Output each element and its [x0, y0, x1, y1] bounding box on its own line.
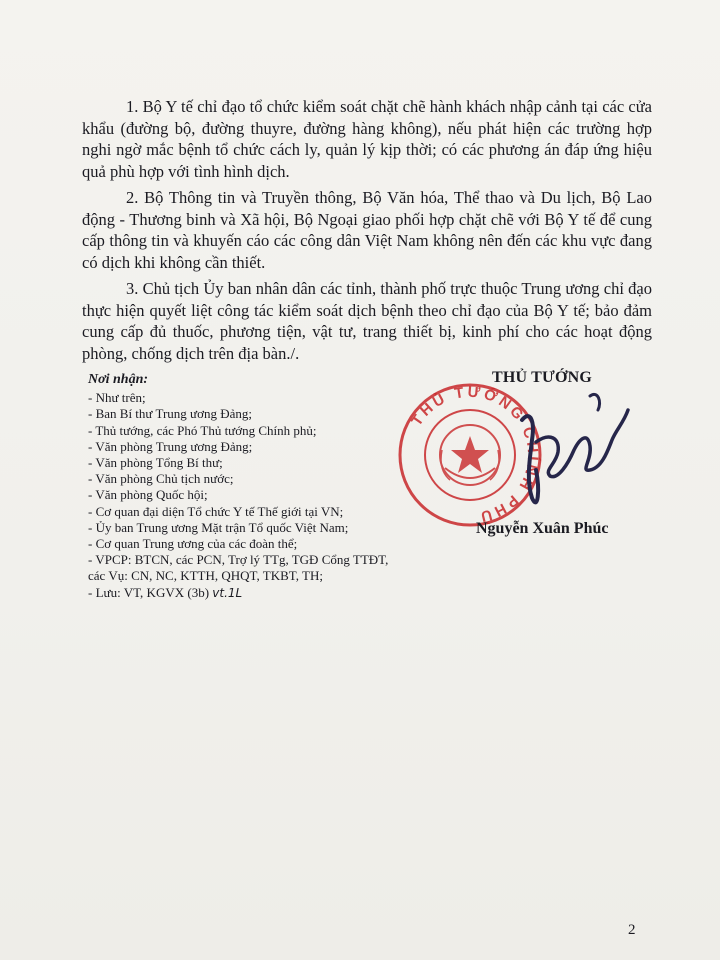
paragraph-2: 2. Bộ Thông tin và Truyền thông, Bộ Văn hóa, Thể thao và Du lịch, Bộ Lao động - Thương binh và Xã hội, Bộ Ngoại giao phối hợp chặt chẽ với Bộ Y tế để cung cấp thông tin và khuyến cáo các công dân Việt Nam không nên đến các khu vực đang có dịch khi không cần thiết. [82, 188, 652, 272]
paragraph-3: 3. Chủ tịch Ủy ban nhân dân các tỉnh, thành phố trực thuộc Trung ương chỉ đạo thực hiện quyết liệt công tác kiểm soát dịch bệnh theo chỉ đạo của Bộ Y tế; bảo đảm cung cấp đủ thuốc, phương tiện, vật tư, trang thiết bị, kinh phí cho các hoạt động phòng, chống dịch trên địa bàn./. [82, 279, 652, 363]
archive-handwritten: vt.1L [212, 585, 243, 600]
recipient-item: - Ủy ban Trung ương Mặt trận Tổ quốc Việt Nam; [88, 519, 349, 535]
paragraph-1: 1. Bộ Y tế chỉ đạo tổ chức kiểm soát chặt chẽ hành khách nhập cảnh tại các cửa khẩu (đường bộ, đường thuyre, đường hàng không), nếu phát hiện các trường hợp nghi ngờ mắc bệnh tổ chức cách ly, quản lý kịp thời; có các phương án đáp ứng hiệu quả phù hợp với tình hình dịch. [82, 97, 652, 181]
recipient-item: - VPCP: BTCN, các PCN, Trợ lý TTg, TGĐ Cổng TTĐT, [88, 552, 389, 568]
archive-text: - Lưu: VT, KGVX (3b) [88, 584, 210, 600]
recipient-item: - Ban Bí thư Trung ương Đảng; [88, 406, 252, 422]
recipient-item: - Văn phòng Tổng Bí thư; [88, 455, 223, 471]
recipients-heading: Nơi nhận: [88, 372, 149, 387]
recipient-item: - Văn phòng Chủ tịch nước; [88, 471, 234, 487]
signatory-name: Nguyễn Xuân Phúc [476, 520, 609, 537]
recipient-item: - Cơ quan đại diện Tổ chức Y tế Thế giới tại VN; [88, 503, 344, 519]
signatory-title: THỦ TƯỚNG [492, 369, 593, 386]
svg-text:THỦ TƯỚNG CHÍNH PHỦ: THỦ TƯỚNG CHÍNH PHỦ [408, 383, 542, 526]
handwritten-signature-icon [440, 380, 640, 530]
recipient-item: các Vụ: CN, NC, KTTH, QHQT, TKBT, TH; [88, 568, 323, 584]
recipient-item: - Văn phòng Trung ương Đảng; [88, 438, 253, 454]
recipient-item: - Cơ quan Trung ương của các đoàn thể; [88, 536, 298, 552]
document-body [82, 96, 652, 369]
recipient-archive [88, 585, 468, 601]
recipient-item: - Văn phòng Quốc hội; [88, 487, 208, 503]
recipient-item: - Như trên; [88, 390, 146, 406]
recipient-item: - Thủ tướng, các Phó Thủ tướng Chính phủ; [88, 422, 317, 438]
page-number: 2 [628, 922, 636, 938]
